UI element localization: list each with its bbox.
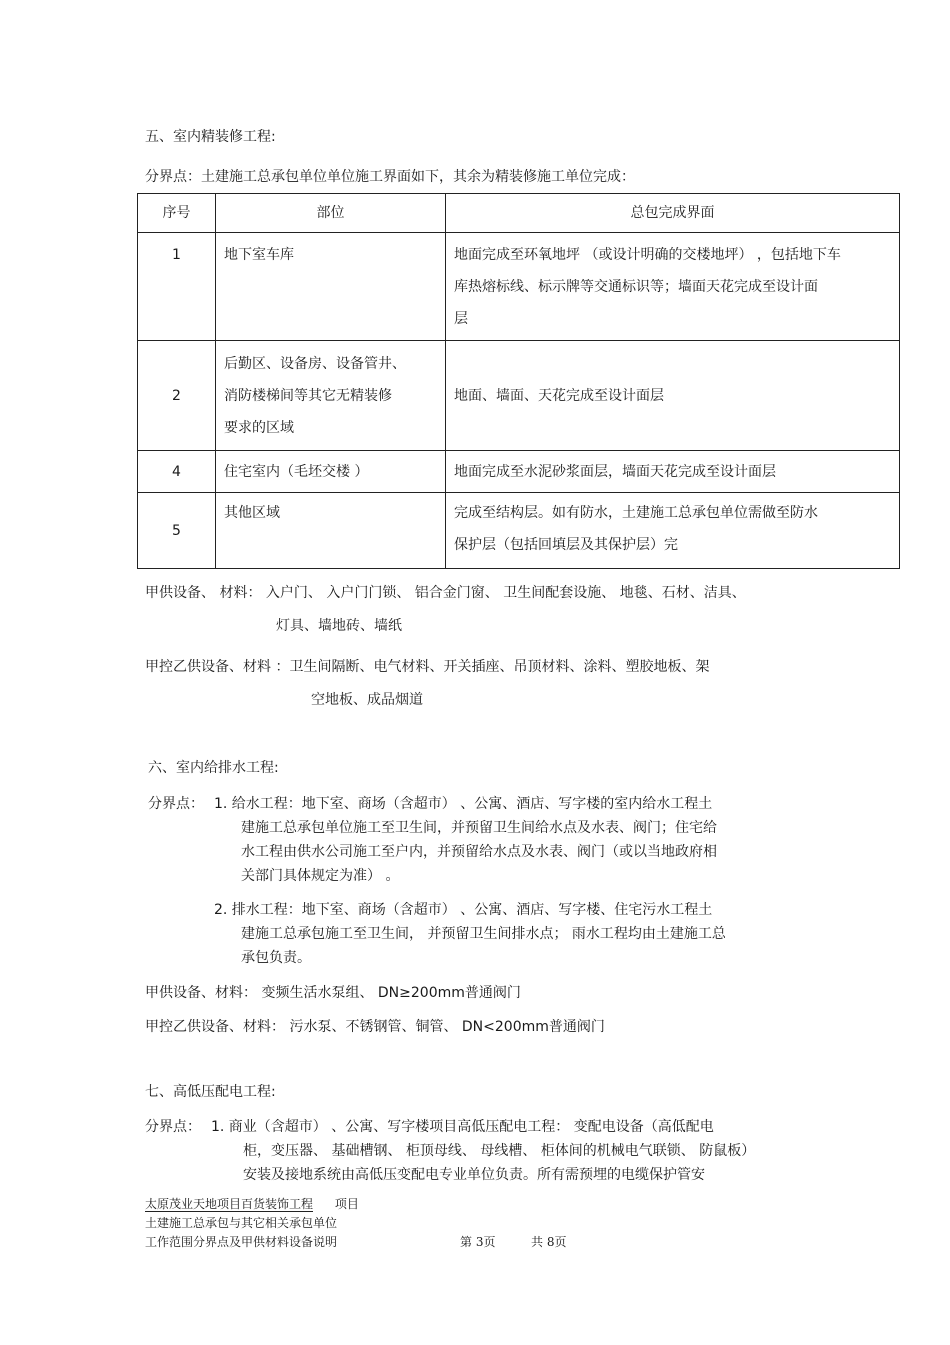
s6-item1-line: 水工程由供水公司施工至户内，并预留给水点及水表、阀门（或以当地政府相 bbox=[241, 844, 717, 860]
table-row bbox=[138, 233, 900, 341]
s7-item1-line: 安装及接地系统由高低压变配电专业单位负责。所有需预埋的电缆保护管安 bbox=[243, 1167, 705, 1183]
row-scope bbox=[446, 233, 900, 341]
scope-line: 地面完成至环氧地坪 （或设计明确的交楼地坪） ，包括地下车 bbox=[454, 247, 841, 263]
table-row bbox=[138, 341, 900, 451]
row-scope bbox=[446, 493, 900, 569]
footer-project-name: 太原茂业天地项目百货装饰工程 bbox=[145, 1197, 314, 1211]
s6-boundary-label: 分界点： bbox=[148, 796, 204, 812]
part-line: 后勤区、设备房、设备管井、 bbox=[224, 355, 406, 372]
s6-item2-line: 2. 排水工程：地下室、商场（含超市） 、公寓、酒店、写字楼、住宅污水工程土 bbox=[214, 902, 713, 918]
s7-item1-line: 柜，变压器、 基础槽钢、 柜顶母线、 母线槽、 柜体间的机械电气联锁、 防鼠板） bbox=[243, 1143, 756, 1159]
footer-line3: 工作范围分界点及甲供材料设备说明 bbox=[145, 1235, 338, 1249]
s6-item2-line: 承包负责。 bbox=[241, 950, 311, 966]
row-no: 1 bbox=[138, 233, 216, 341]
table-row bbox=[138, 451, 900, 493]
s6-a-supply: 甲供设备、材料： 变频生活水泵组、 DN≥200mm普通阀门 bbox=[145, 985, 521, 1001]
footer-project-suffix: 项目 bbox=[334, 1197, 359, 1211]
section-6-title: 六、室内给排水工程: bbox=[148, 760, 279, 776]
row-no: 2 bbox=[138, 341, 216, 451]
s7-boundary-label: 分界点： bbox=[145, 1119, 201, 1135]
row-scope bbox=[446, 341, 900, 451]
row-no: 5 bbox=[138, 493, 216, 569]
row-no: 4 bbox=[138, 451, 216, 493]
row-part bbox=[216, 233, 446, 341]
table-header-row bbox=[138, 194, 900, 233]
header-part: 部位 bbox=[216, 194, 446, 233]
scope-line: 地面完成至水泥砂浆面层，墙面天花完成至设计面层 bbox=[454, 463, 776, 480]
s6-item1-line: 建施工总承包单位施工至卫生间，并预留卫生间给水点及水表、阀门；住宅给 bbox=[241, 820, 717, 836]
part-line: 要求的区域 bbox=[224, 419, 294, 436]
part-line: 住宅室内（毛坯交楼 ） bbox=[224, 463, 369, 480]
footer-project bbox=[145, 1195, 359, 1213]
footer-total: 共 8页 bbox=[531, 1235, 567, 1249]
s5-a-supply-line2: 灯具、墙地砖、墙纸 bbox=[276, 618, 402, 634]
footer-page: 第 3页 bbox=[460, 1235, 496, 1249]
scope-line: 完成至结构层。如有防水，土建施工总承包单位需做至防水 bbox=[454, 505, 818, 521]
section-7-title: 七、高低压配电工程: bbox=[145, 1084, 276, 1100]
row-scope bbox=[446, 451, 900, 493]
scope-line: 保护层（包括回填层及其保护层）完 bbox=[454, 537, 678, 553]
header-scope: 总包完成界面 bbox=[446, 194, 900, 233]
row-part bbox=[216, 341, 446, 451]
section-5-boundary: 分界点：土建施工总承包单位单位施工界面如下，其余为精装修施工单位完成： bbox=[145, 169, 635, 185]
s6-item2-line: 建施工总承包施工至卫生间， 并预留卫生间排水点； 雨水工程均由土建施工总 bbox=[241, 926, 726, 942]
part-line: 消防楼梯间等其它无精装修 bbox=[224, 387, 392, 404]
s5-a-supply-line1: 甲供设备、 材料： 入户门、 入户门门锁、 铝合金门窗、 卫生间配套设施、 地毯、石材、洁具、 bbox=[145, 585, 746, 601]
s7-item1-line: 1. 商业（含超市） 、公寓、写字楼项目高低压配电工程： 变配电设备（高低配电 bbox=[211, 1119, 714, 1135]
table-row bbox=[138, 493, 900, 569]
row-part bbox=[216, 493, 446, 569]
part-line: 其他区域 bbox=[224, 505, 280, 521]
scope-line: 层 bbox=[454, 311, 468, 327]
part-line: 地下室车库 bbox=[224, 247, 294, 263]
row-part bbox=[216, 451, 446, 493]
s6-item1-line: 关部门具体规定为准） 。 bbox=[241, 868, 400, 884]
s6-ab-supply: 甲控乙供设备、材料： 污水泵、不锈钢管、铜管、 DN<200mm普通阀门 bbox=[145, 1019, 605, 1035]
s5-ab-supply-line1: 甲控乙供设备、材料 ：卫生间隔断、电气材料、开关插座、吊顶材料、涂料、塑胶地板、架 bbox=[145, 659, 710, 675]
footer-line2: 土建施工总承包与其它相关承包单位 bbox=[145, 1216, 338, 1230]
s5-ab-supply-line2: 空地板、成品烟道 bbox=[311, 692, 423, 708]
scope-line: 库热熔标线、标示牌等交通标识等；墙面天花完成至设计面 bbox=[454, 279, 818, 295]
header-no: 序号 bbox=[138, 194, 216, 233]
section-5-title: 五、室内精装修工程: bbox=[145, 129, 276, 145]
scope-line: 地面、墙面、天花完成至设计面层 bbox=[454, 387, 664, 404]
s6-item1-line: 1. 给水工程：地下室、商场（含超市） 、公寓、酒店、写字楼的室内给水工程土 bbox=[214, 796, 713, 812]
finishing-table bbox=[137, 193, 900, 569]
